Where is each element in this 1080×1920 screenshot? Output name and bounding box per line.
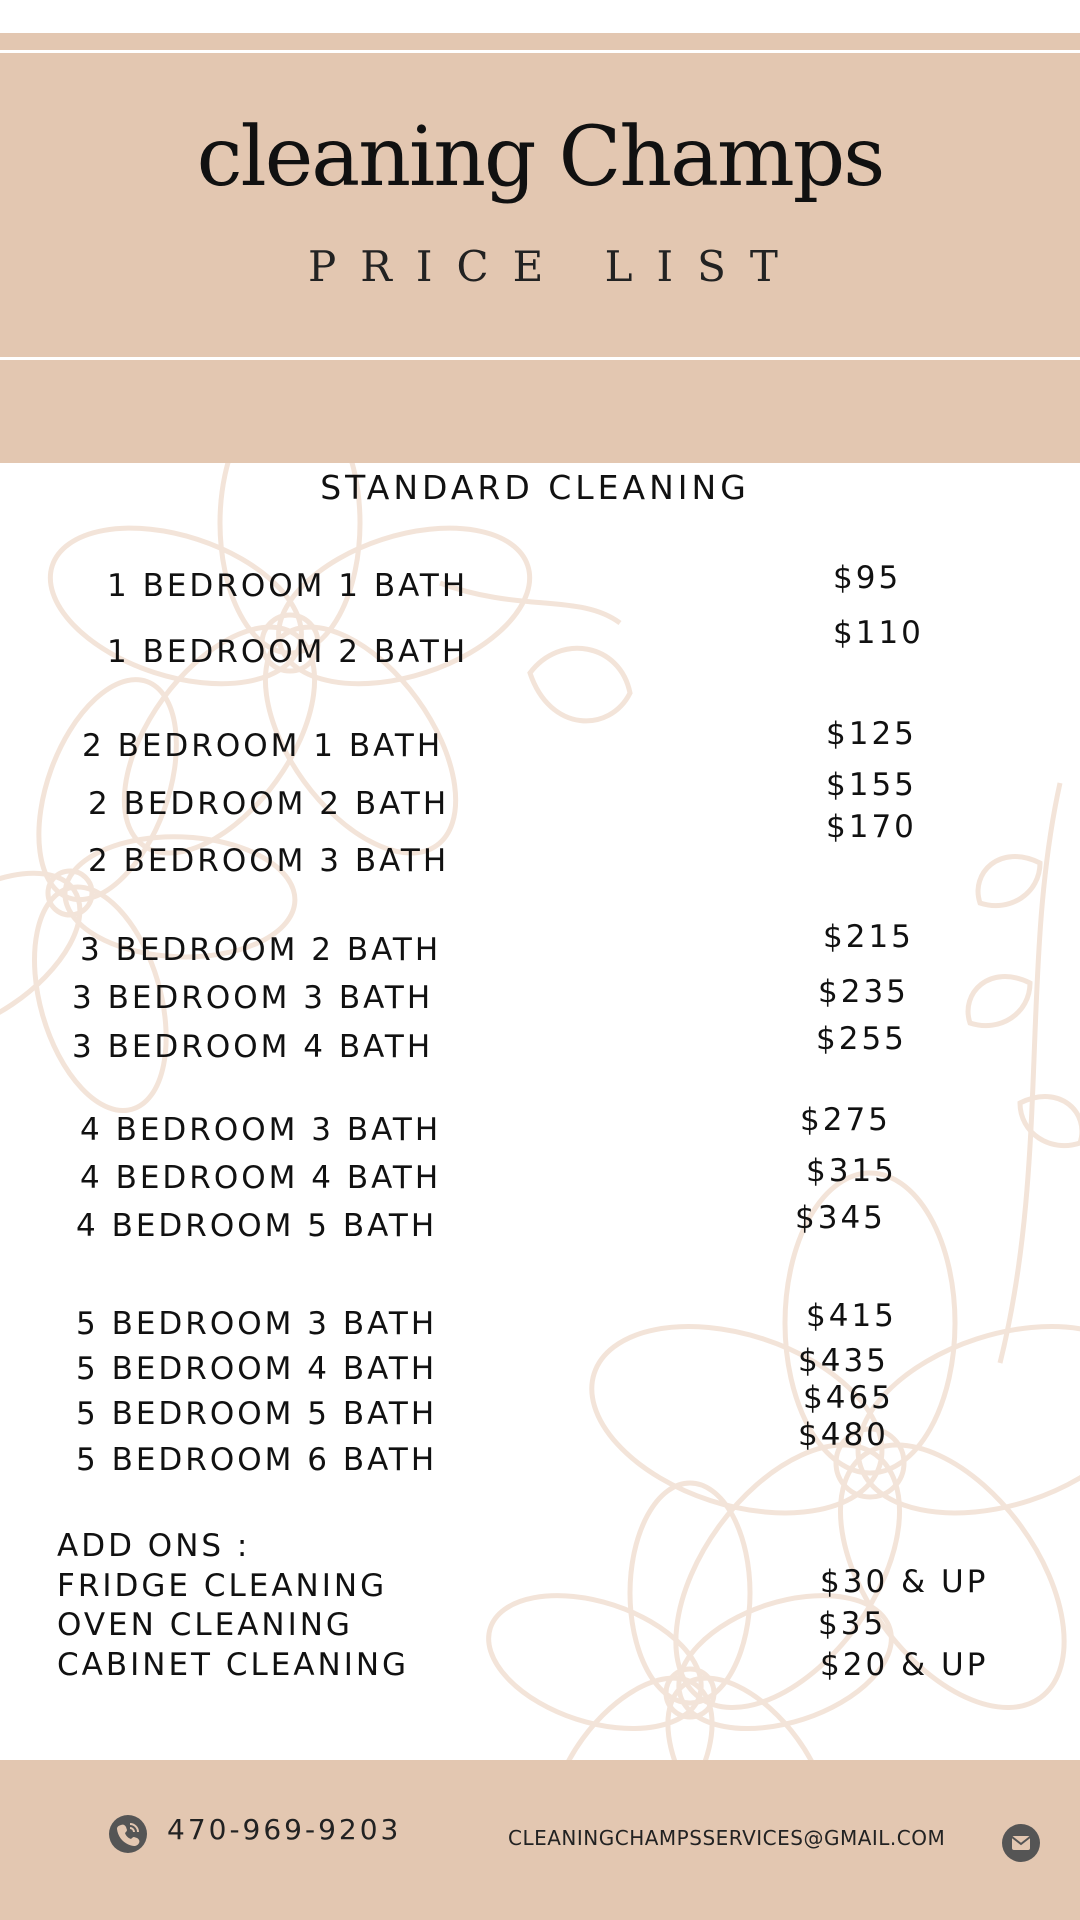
service-price: $480 (798, 1417, 889, 1453)
service-price: $255 (816, 1021, 907, 1057)
service-price: $155 (826, 767, 917, 803)
service-label: 2 BEDROOM 2 BATH (88, 786, 450, 822)
service-label: 2 BEDROOM 3 BATH (88, 843, 450, 879)
service-label: 4 BEDROOM 3 BATH (80, 1112, 442, 1148)
service-price: $275 (800, 1102, 891, 1138)
phone-number[interactable]: 470-969-9203 (167, 1813, 402, 1846)
service-price: $345 (795, 1200, 886, 1236)
email-address[interactable]: CLEANINGCHAMPSSERVICES@GMAIL.COM (508, 1826, 946, 1850)
addons-heading: ADD ONS : (57, 1528, 251, 1564)
service-label: 1 BEDROOM 1 BATH (107, 568, 469, 604)
header-bottom-divider (0, 357, 1080, 360)
service-label: 3 BEDROOM 4 BATH (72, 1029, 434, 1065)
addon-label: CABINET CLEANING (57, 1647, 410, 1683)
service-label: 3 BEDROOM 2 BATH (80, 932, 442, 968)
service-price: $235 (818, 974, 909, 1010)
addon-price: $20 & UP (820, 1647, 989, 1683)
envelope-icon (1002, 1824, 1040, 1862)
addon-label: FRIDGE CLEANING (57, 1568, 388, 1604)
service-price: $110 (833, 615, 924, 651)
addon-price: $30 & UP (820, 1564, 989, 1600)
service-price: $435 (798, 1343, 889, 1379)
service-price: $125 (826, 716, 917, 752)
service-label: 5 BEDROOM 4 BATH (76, 1351, 438, 1387)
addon-label: OVEN CLEANING (57, 1607, 353, 1643)
service-label: 5 BEDROOM 3 BATH (76, 1306, 438, 1342)
service-price: $415 (806, 1298, 897, 1334)
service-label: 4 BEDROOM 5 BATH (76, 1208, 438, 1244)
service-label: 4 BEDROOM 4 BATH (80, 1160, 442, 1196)
service-label: 3 BEDROOM 3 BATH (72, 980, 434, 1016)
service-label: 5 BEDROOM 5 BATH (76, 1396, 438, 1432)
service-price: $215 (823, 919, 914, 955)
phone-icon (109, 1815, 147, 1853)
service-price: $465 (803, 1380, 894, 1416)
service-label: 5 BEDROOM 6 BATH (76, 1442, 438, 1478)
price-list-subtitle: PRICE LIST (308, 242, 802, 291)
service-label: 2 BEDROOM 1 BATH (82, 728, 444, 764)
brand-title: cleaning Champs (196, 110, 884, 205)
service-price: $170 (826, 809, 917, 845)
section-title: STANDARD CLEANING (320, 468, 750, 507)
header-top-divider (0, 50, 1080, 53)
service-label: 1 BEDROOM 2 BATH (107, 634, 469, 670)
service-price: $315 (806, 1153, 897, 1189)
service-price: $95 (833, 560, 902, 596)
addon-price: $35 (818, 1606, 887, 1642)
